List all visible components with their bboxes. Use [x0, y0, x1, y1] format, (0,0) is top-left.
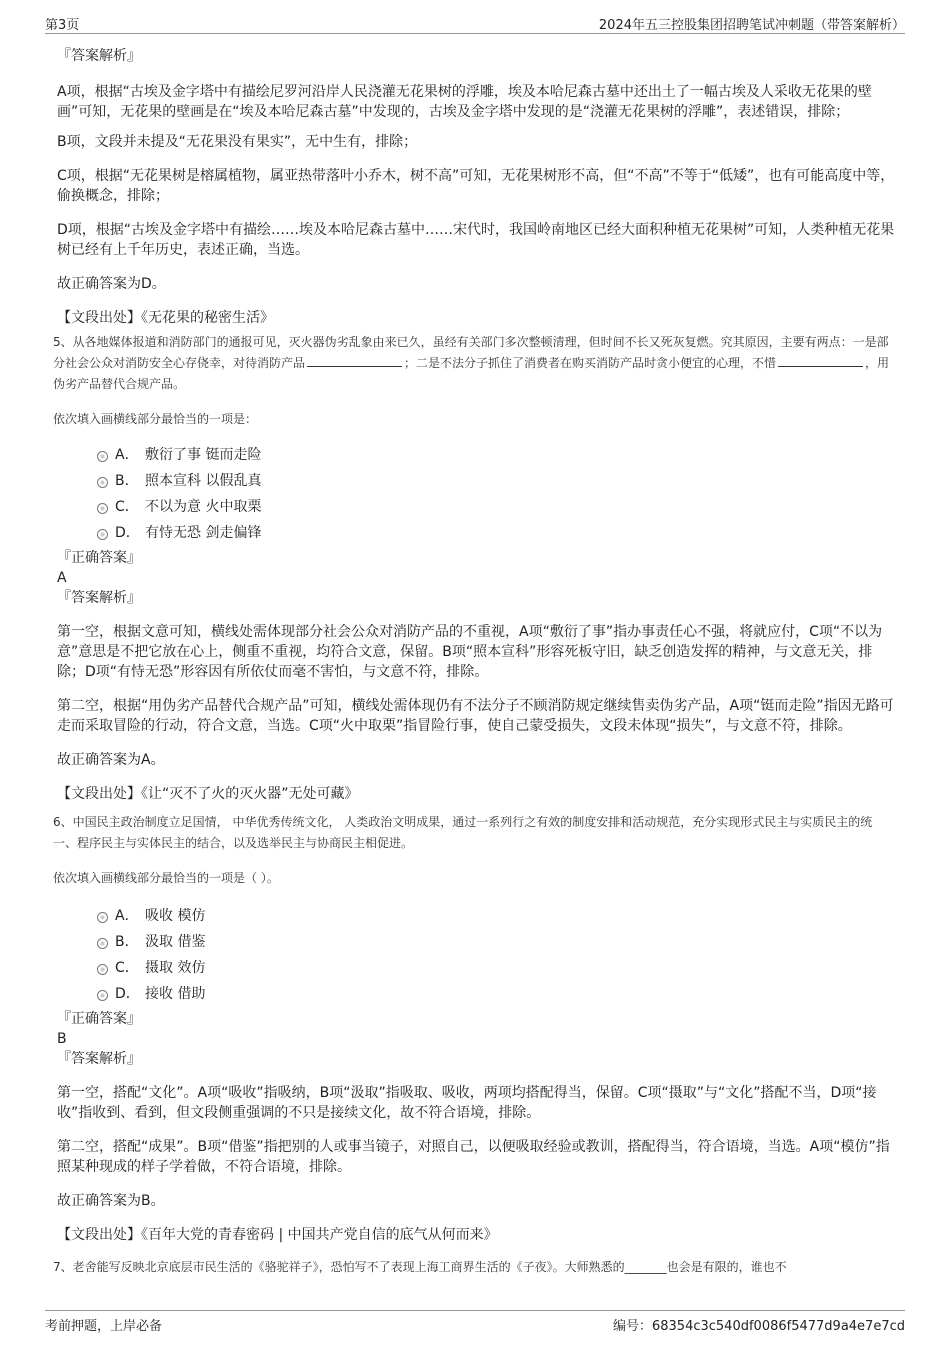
radio-icon[interactable] — [97, 912, 108, 923]
q6-option-b[interactable]: B． 汲取 借鉴 — [57, 929, 895, 955]
q5-blank-2 — [778, 355, 863, 367]
radio-icon[interactable] — [97, 964, 108, 975]
q6-source: 【文段出处】《百年大党的青春密码 | 中国共产党自信的底气从何而来》 — [57, 1227, 498, 1243]
q4-analysis-label: 『答案解析』 — [57, 48, 141, 64]
page-number: 第3页 — [45, 18, 80, 33]
q5-option-b[interactable]: B． 照本宣科 以假乱真 — [57, 468, 895, 494]
document-code: 编号：68354c3c540df0086f5477d9a4e7e7cd — [612, 1319, 905, 1334]
q6-question: 6、中国民主政治制度立足国情， 中华优秀传统文化， 人类政治文明成果，通过一系列行之有效的制度安排和活动规范，充分实现形式民主与实质民主的统一、程序民主与实体民主的结合，以及选举民主与协商民主相促进。 — [53, 815, 873, 850]
document-body — [53, 44, 895, 1278]
q6-analysis-1: 第一空，搭配“文化”。A项“吸收”指吸纳，B项“汲取”指吸取、吸收，两项均搭配得当，保留。C项“摄取”与“文化”搭配不当，D项“接收”指收到、看到，但文段侧重强调的不只是接续文化，故不符合语境，排除。 — [57, 1085, 877, 1121]
q4-analysis-c: C项，根据“无花果树是榕属植物，属亚热带落叶小乔木，树不高”可知，无花果树形不高，但“不高”不等于“低矮”，也有可能高度中等，偷换概念，排除； — [57, 168, 895, 204]
q6-correct-answer: B — [57, 1031, 67, 1047]
radio-icon[interactable] — [97, 990, 108, 1001]
q5-option-c[interactable]: C． 不以为意 火中取栗 — [57, 494, 895, 520]
q5-source: 【文段出处】《让“灭不了火的灭火器”无处可藏》 — [57, 786, 359, 802]
q4-analysis-a: A项，根据“古埃及金字塔中有描绘尼罗河沿岸人民浇灌无花果树的浮雕，埃及本哈尼森古墓中还出土了一幅古埃及人采收无花果的壁画”可知，无花果的壁画是在“埃及本哈尼森古墓”中发现的，古埃及金字塔中发现的是“浇灌无花果树的浮雕”，表述错误，排除； — [57, 84, 872, 120]
q4-source: 【文段出处】《无花果的秘密生活》 — [57, 310, 274, 326]
q5-text-3: ，用伪劣产品替代合规产品。 — [53, 356, 890, 391]
q5-options — [57, 442, 895, 546]
q6-conclusion: 故正确答案为B。 — [57, 1193, 165, 1209]
document-title: 2024年五三控股集团招聘笔试冲刺题（带答案解析） — [598, 18, 905, 33]
q6-option-d[interactable]: D． 接收 借助 — [57, 981, 895, 1007]
radio-icon[interactable] — [97, 477, 108, 488]
q4-analysis-b: B项，文段并未提及“无花果没有果实”，无中生有，排除； — [57, 134, 418, 150]
q6-option-a[interactable]: A． 吸收 模仿 — [57, 903, 895, 929]
q5-prompt: 依次填入画横线部分最恰当的一项是： — [53, 412, 258, 426]
page-header — [45, 12, 905, 34]
q6-analysis-label: 『答案解析』 — [57, 1051, 141, 1067]
q5-conclusion: 故正确答案为A。 — [57, 752, 165, 768]
q5-blank-1 — [307, 355, 402, 367]
radio-icon[interactable] — [97, 938, 108, 949]
q5-analysis-label: 『答案解析』 — [57, 590, 141, 606]
radio-icon[interactable] — [97, 503, 108, 514]
q5-text-2: ；二是不法分子抓住了消费者在购买消防产品时贪小便宜的心理，不惜 — [404, 356, 777, 370]
q6-option-c[interactable]: C． 摄取 效仿 — [57, 955, 895, 981]
q5-analysis-2: 第二空，根据“用伪劣产品替代合规产品”可知，横线处需体现仍有不法分子不顾消防规定继续售卖伪劣产品，A项“铤而走险”指因无路可走而采取冒险的行动，符合文意，当选。C项“火中取栗”指冒险行事，使自己蒙受损失，文段未体现“损失”，与文意不符，排除。 — [57, 698, 894, 734]
radio-icon[interactable] — [97, 451, 108, 462]
page-footer — [45, 1310, 905, 1334]
footer-slogan: 考前押题，上岸必备 — [45, 1319, 163, 1334]
q6-analysis-2: 第二空，搭配“成果”。B项“借鉴”指把别的人或事当镜子，对照自己，以便吸取经验或教训，搭配得当，符合语境，当选。A项“模仿”指照某种现成的样子学着做，不符合语境，排除。 — [57, 1139, 890, 1175]
q6-options — [57, 903, 895, 1007]
q5-correct-label: 『正确答案』 — [57, 550, 141, 566]
q5-analysis-1: 第一空，根据文意可知，横线处需体现部分社会公众对消防产品的不重视，A项“敷衍了事”指办事责任心不强，将就应付，C项“不以为意”意思是不把它放在心上，侧重不重视，均符合文意，保留。B项“照本宣科”形容死板守旧，缺乏创造发挥的精神，与文意无关，排除；D项“有恃无恐”形容因有所依仗而毫不害怕，与文意不符，排除。 — [57, 624, 883, 680]
q6-correct-label: 『正确答案』 — [57, 1011, 141, 1027]
radio-icon[interactable] — [97, 529, 108, 540]
q5-correct-answer: A — [57, 570, 67, 586]
q7-question: 7、老舍能写反映北京底层市民生活的《骆驼祥子》，恐怕写不了表现上海工商界生活的《子夜》。大师熟悉的_______也会是有限的，谁也不 — [53, 1260, 787, 1274]
q4-analysis-d: D项，根据“古埃及金字塔中有描绘……埃及本哈尼森古墓中……宋代时，我国岭南地区已经大面积种植无花果树”可知，人类种植无花果树已经有上千年历史，表述正确，当选。 — [57, 222, 895, 258]
q5-option-a[interactable]: A． 敷衍了事 铤而走险 — [57, 442, 895, 468]
q5-question — [53, 332, 895, 395]
q6-prompt: 依次填入画横线部分最恰当的一项是（ ）。 — [53, 871, 279, 885]
q5-option-d[interactable]: D． 有恃无恐 剑走偏锋 — [57, 520, 895, 546]
q4-conclusion: 故正确答案为D。 — [57, 276, 166, 292]
q5-text-1: 5、从各地媒体报道和消防部门的通报可见，灭火器伪劣乱象由来已久，虽经有关部门多次整顿清理，但时间不长又死灰复燃。究其原因，主要有两点：一是部分社会公众对消防安全心存侥幸，对待消防产品 — [53, 335, 889, 370]
